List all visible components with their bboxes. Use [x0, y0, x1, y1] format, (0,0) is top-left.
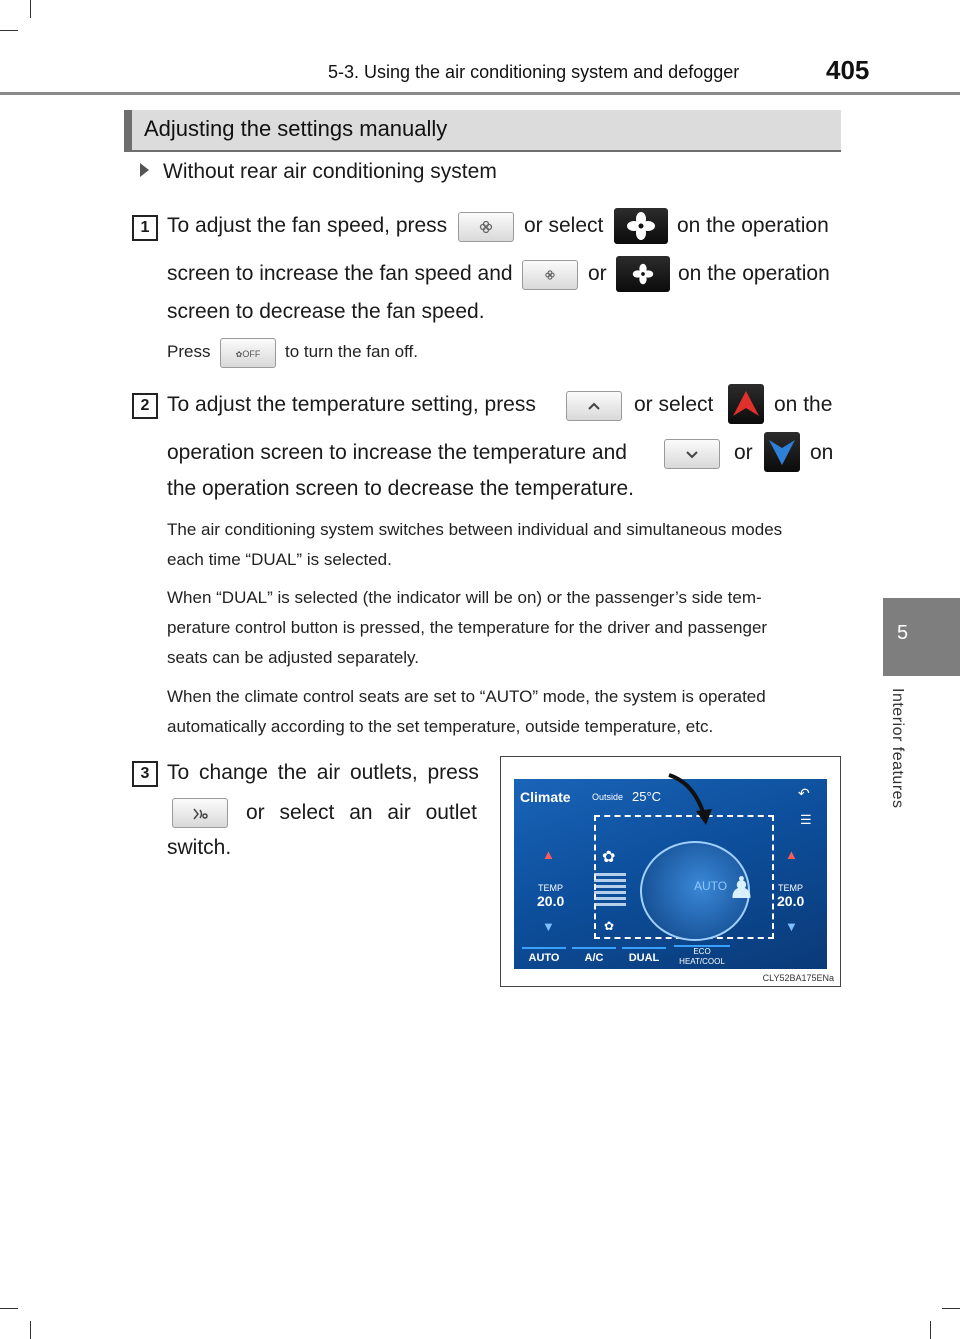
back-icon: ↶: [798, 785, 810, 801]
fan-down-hardware-button-icon: [522, 260, 578, 290]
step-number-3: 3: [132, 761, 158, 787]
seat-icon: ♟: [728, 872, 755, 905]
subheading: [140, 160, 497, 184]
crop-mark: [30, 1321, 31, 1339]
step1-note-end: to turn the fan off.: [285, 342, 418, 361]
step1-line2: screen to increase the fan speed and: [167, 262, 513, 285]
eco-heat-cool-button[interactable]: [674, 945, 730, 969]
fan-off-icon: ✿: [235, 350, 243, 359]
step1-line2-end: on the operation: [678, 262, 830, 285]
header-rule: [0, 92, 960, 95]
air-outlet-button-icon: [172, 798, 228, 828]
chapter-label: Interior features: [889, 688, 906, 809]
step2-note2-line1: When “DUAL” is selected (the indicator will be on) or the passenger’s side tem-: [167, 588, 762, 607]
step3-line1: To change the air outlets, press: [167, 761, 479, 784]
step3-line3: switch.: [167, 836, 232, 859]
step1-note: Press: [167, 342, 211, 361]
step2-note2-line3: seats can be adjusted separately.: [167, 648, 420, 667]
temp-down-screen-button-icon: [764, 432, 800, 472]
left-temp-label: TEMP: [538, 883, 564, 893]
running-header: 5-3. Using the air conditioning system and defogger: [328, 62, 740, 82]
crop-mark: [0, 1308, 18, 1309]
pointer-arrow-icon: [664, 773, 724, 833]
chapter-tab: [883, 598, 960, 676]
heat-cool-label: HEAT/COOL: [679, 957, 725, 966]
crop-mark: [930, 1321, 931, 1339]
right-temp-down-icon: ▼: [785, 919, 798, 934]
step1-line1-or-select: or select: [524, 214, 604, 237]
section-rule: [124, 150, 841, 152]
fan-up-screen-button-icon: [614, 208, 668, 244]
dual-button[interactable]: DUAL: [622, 947, 666, 969]
temp-down-hardware-button-icon: [664, 439, 720, 469]
step2-line1: To adjust the temperature setting, press: [167, 393, 536, 416]
outside-label: Outside: [592, 792, 624, 802]
step2-note1-line1: The air conditioning system switches between individual and simultaneous modes: [167, 520, 783, 539]
step2-note2-line2: perature control button is pressed, the temperature for the driver and passenger: [167, 618, 768, 637]
eco-label: ECO: [693, 947, 711, 956]
temp-up-screen-button-icon: [728, 384, 764, 424]
step2-note3-line1: When the climate control seats are set to “AUTO” mode, the system is operated: [167, 687, 766, 706]
auto-mode-label: AUTO: [694, 879, 728, 893]
triangle-bullet-icon: [140, 163, 149, 177]
section-heading-text: Adjusting the settings manually: [144, 116, 448, 141]
screen-title: Climate: [520, 789, 571, 805]
right-temp-up-icon: ▲: [785, 847, 798, 862]
crop-mark: [30, 0, 31, 18]
fan-up-icon: ✿: [602, 849, 616, 866]
step2-line2: operation screen to increase the temperature and: [167, 441, 627, 464]
step2-note3-line2: automatically according to the set temperature, outside temperature, etc.: [167, 717, 714, 736]
step2-line3: the operation screen to decrease the temperature.: [167, 477, 634, 500]
step2-line2-end: on: [810, 441, 834, 464]
step1-line1-end: on the operation: [677, 214, 829, 237]
climate-screen-figure: [500, 756, 841, 987]
step2-line1-or-select: or select: [634, 393, 714, 416]
subheading-text: Without rear air conditioning system: [163, 160, 497, 183]
fan-down-screen-button-icon: [616, 256, 670, 292]
crop-mark: [0, 30, 18, 31]
auto-button[interactable]: AUTO: [522, 947, 566, 969]
section-heading: [124, 110, 841, 150]
step1-line2-or: or: [588, 262, 607, 285]
left-temp-up-icon: ▲: [542, 847, 555, 862]
image-code: CLY52BA175ENa: [762, 973, 834, 983]
step2-line2-or: or: [734, 441, 753, 464]
fan-down-icon: ✿: [604, 919, 615, 933]
fan-level-bars: [594, 873, 626, 909]
step3-line2: or select an air outlet: [246, 801, 477, 824]
temp-up-hardware-button-icon: [566, 391, 622, 421]
fan-off-button-icon: [220, 338, 276, 368]
left-temp-down-icon: ▼: [542, 919, 555, 934]
list-icon: ☰: [800, 812, 812, 827]
page-number: 405: [826, 55, 870, 85]
chapter-number: 5: [897, 622, 909, 644]
left-temp-value: 20.0: [537, 893, 565, 909]
step1-line1: To adjust the fan speed, press: [167, 214, 448, 237]
fan-up-hardware-button-icon: [458, 212, 514, 242]
fan-off-label: OFF: [242, 349, 261, 359]
step-number-1: 1: [132, 215, 158, 241]
step1-line3: screen to decrease the fan speed.: [167, 300, 485, 323]
step-number-2: 2: [132, 393, 158, 419]
right-temp-label: TEMP: [778, 883, 804, 893]
step2-note1-line2: each time “DUAL” is selected.: [167, 550, 392, 569]
ac-button[interactable]: A/C: [572, 947, 616, 969]
right-temp-value: 20.0: [777, 893, 805, 909]
outside-temp: 25°C: [632, 789, 662, 804]
crop-mark: [942, 1308, 960, 1309]
step2-line1-end: on the: [774, 393, 833, 416]
climate-screen: [514, 779, 827, 969]
